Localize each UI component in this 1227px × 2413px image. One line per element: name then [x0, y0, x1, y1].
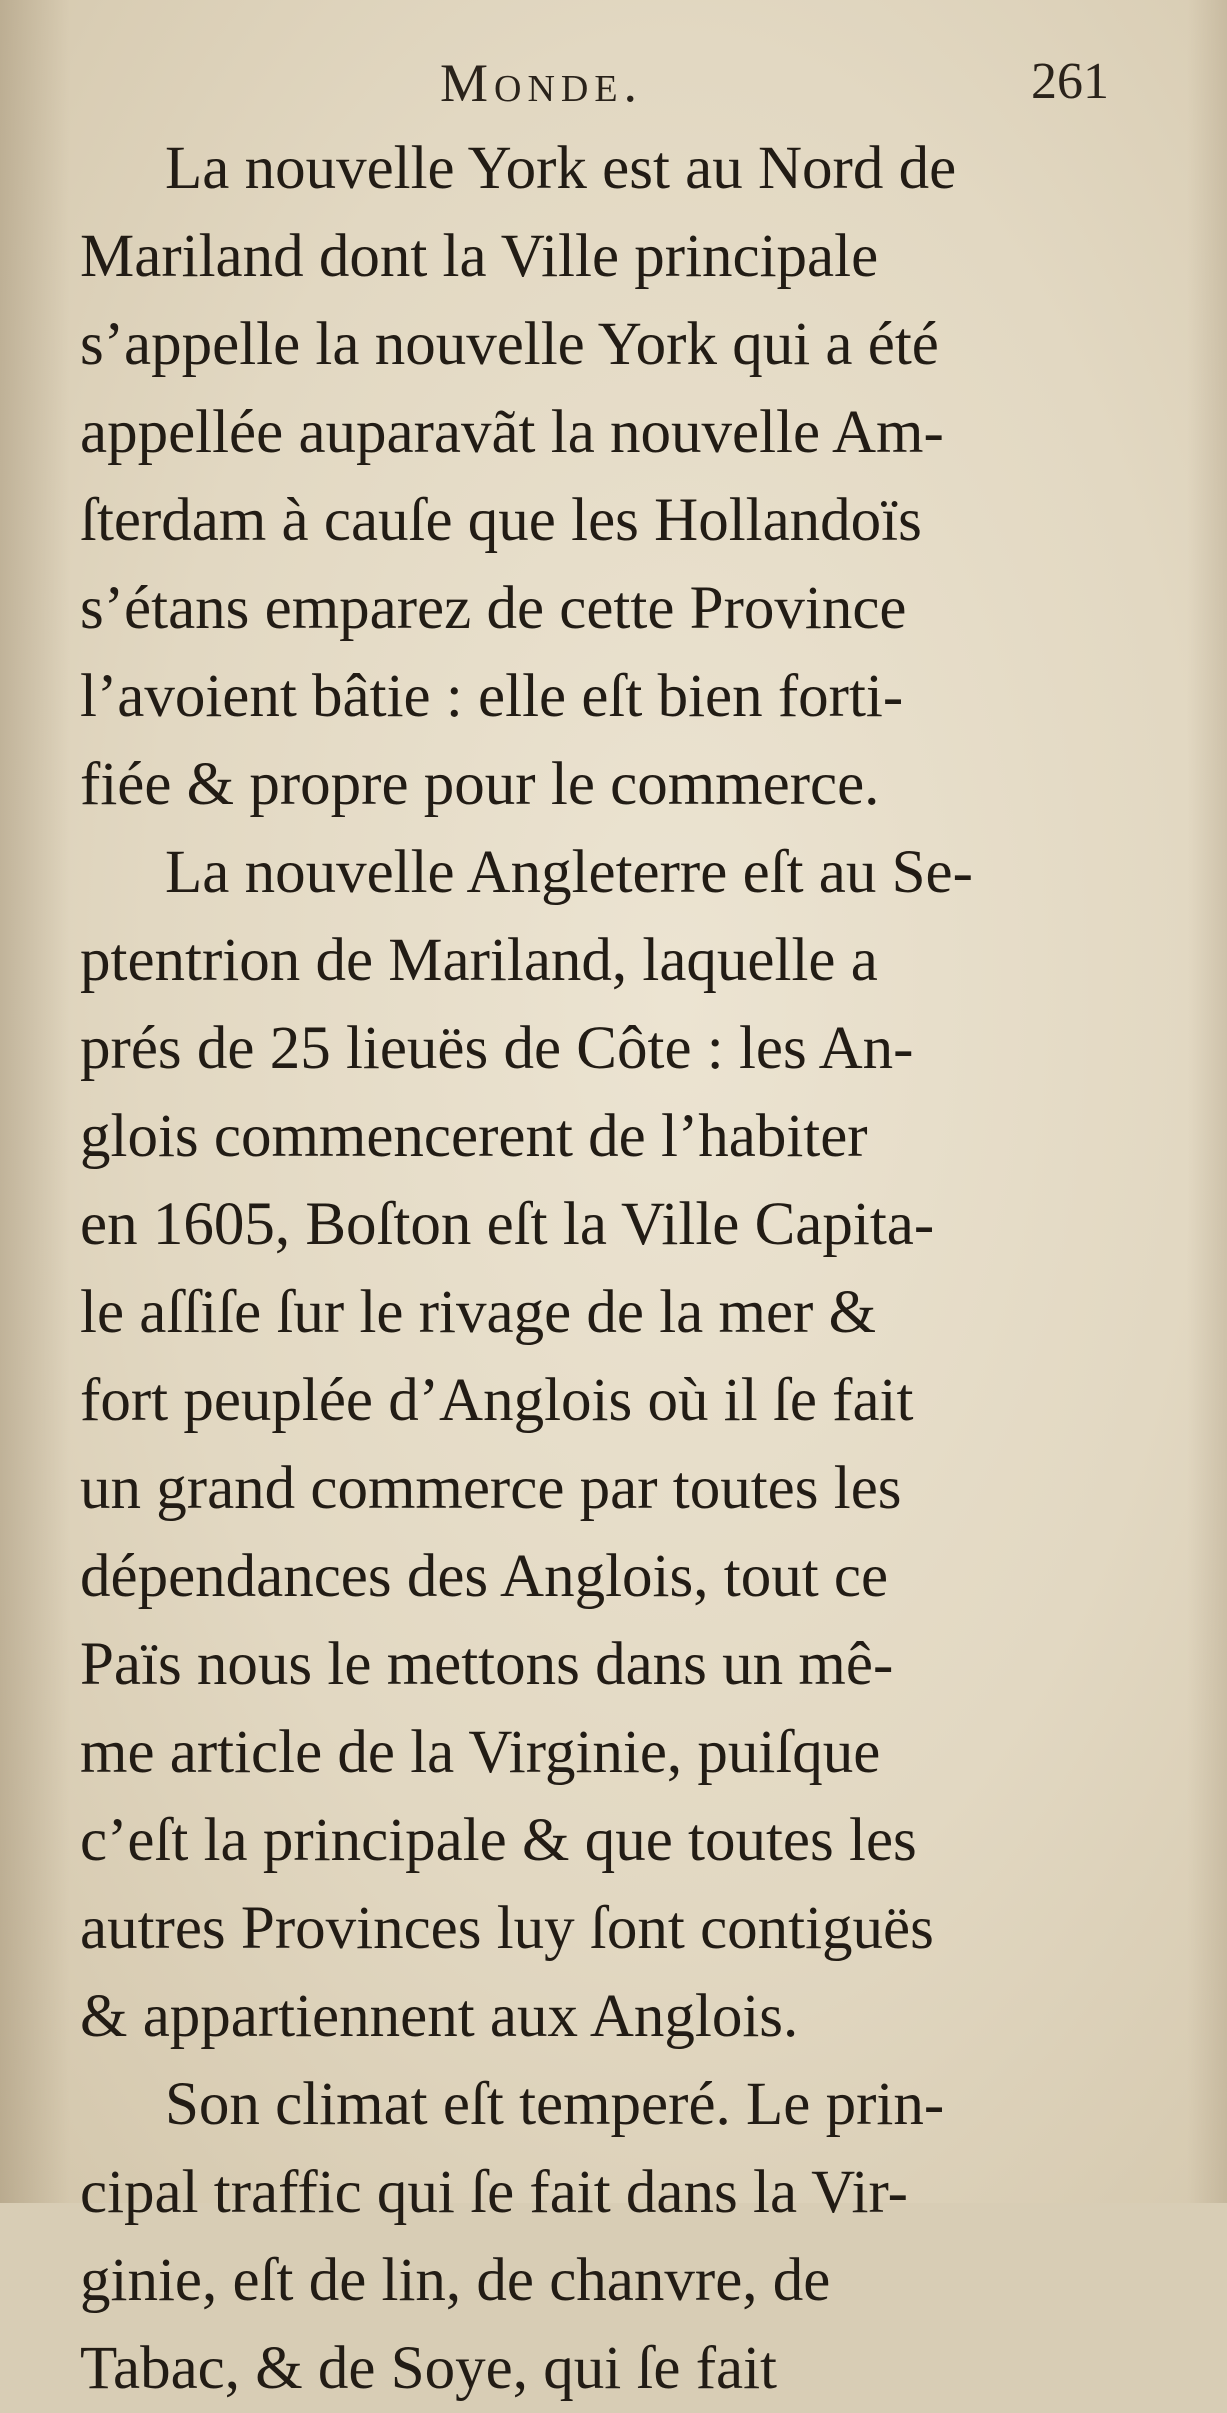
body-text	[80, 125, 1130, 2413]
text-line: prés de 25 lieuës de Côte : les An-	[80, 1015, 914, 1082]
gutter-shadow	[0, 0, 70, 2203]
text-line: Mariland dont la Ville principale	[80, 223, 879, 290]
text-line: s’étans emparez de cette Province	[80, 575, 907, 642]
text-line: ptentrion de Mariland, laquelle a	[80, 927, 878, 994]
text-line: Païs nous le mettons dans un mê-	[80, 1631, 894, 1698]
text-line: un grand commerce par toutes les	[80, 1455, 902, 1522]
text-line: La nouvelle York est au Nord de	[165, 135, 957, 202]
text-line: Tabac, & de Soye, qui ſe fait	[80, 2335, 778, 2402]
text-line: me article de la Virginie, puiſque	[80, 1719, 881, 1786]
page-edge-shadow	[1187, 0, 1227, 2203]
text-line: s’appelle la nouvelle York qui a été	[80, 311, 939, 378]
text-line: l’avoient bâtie : elle eſt bien forti-	[80, 663, 904, 730]
running-title: Monde.	[440, 53, 644, 113]
text-line: dépendances des Anglois, tout ce	[80, 1543, 889, 1610]
text-line: fiée & propre pour le commerce.	[80, 751, 880, 818]
text-line: le aſſiſe ſur le rivage de la mer &	[80, 1279, 877, 1346]
text-line: ginie, eſt de lin, de chanvre, de	[80, 2247, 831, 2314]
text-line: & appartiennent aux Anglois.	[80, 1983, 799, 2050]
text-line: c’eſt la principale & que toutes les	[80, 1807, 917, 1874]
text-line: cipal traffic qui ſe fait dans la Vir-	[80, 2159, 908, 2226]
text-line: Son climat eſt temperé. Le prin-	[165, 2071, 945, 2138]
text-line: ſterdam à cauſe que les Hollandoïs	[80, 487, 922, 554]
text-line: appellée auparavãt la nouvelle Am-	[80, 399, 944, 466]
page-number: 261	[1031, 53, 1109, 110]
page-header	[0, 52, 1227, 122]
text-line: fort peuplée d’Anglois où il ſe fait	[80, 1367, 914, 1434]
text-line: en 1605, Boſton eſt la Ville Capita-	[80, 1191, 935, 1258]
text-line: glois commencerent de l’habiter	[80, 1103, 868, 1170]
text-line: La nouvelle Angleterre eſt au Se-	[165, 839, 973, 906]
text-line: autres Provinces luy ſont contiguës	[80, 1895, 934, 1962]
